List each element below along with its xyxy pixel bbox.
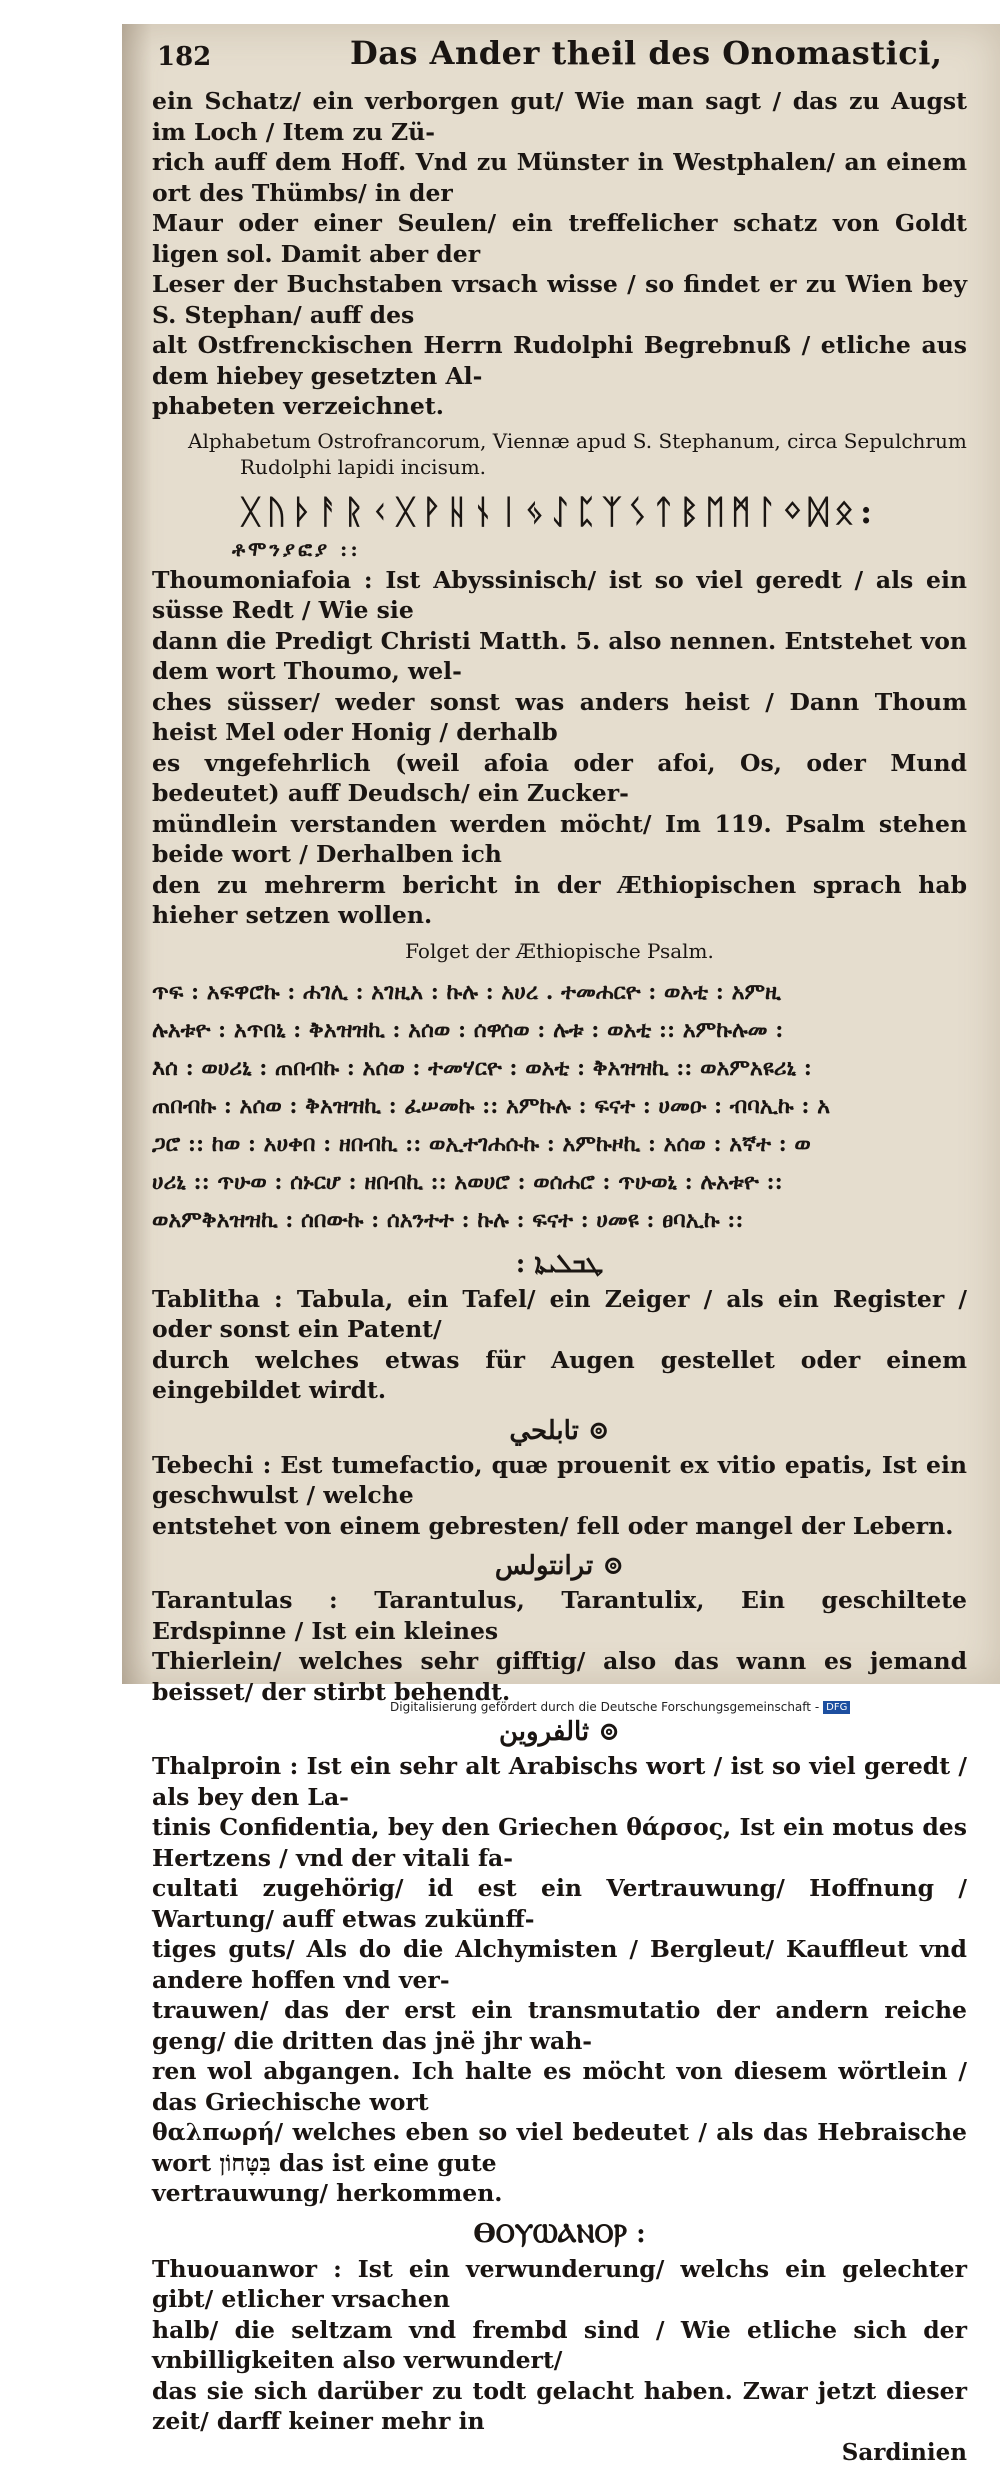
text-line: Tarantulas : Tarantulus, Tarantulix, Ein geschiltete Erdspinne / Ist ein kleines (152, 1586, 967, 1645)
text-line: Thoumoniafoia : Ist Abyssinisch/ ist so viel geredt / als ein süsse Redt / Wie sie (152, 565, 967, 624)
psalm-title: Folget der Æthiopische Psalm. (405, 938, 714, 963)
ostrofrankish-alphabet-row: ᚷᚢᚦᚨᚱᚲᚷᚹᚺᚾᛁᛃᛇᛈᛉᛊᛏᛒᛖᛗᛚᛜᛞᛟ: (240, 491, 879, 531)
text-line: das sie sich darüber zu todt gelacht haben. Zwar jetzt dieser zeit/ darff keiner mehr in (152, 2376, 967, 2435)
text-line: durch welches etwas für Augen gestellet oder einem eingebildet wirdt. (152, 1345, 967, 1404)
text-line: θαλπωρή/ welches eben so viel bedeutet / als das Hebraische wort בִּטָּחוֹן das ist eine gute (152, 2118, 967, 2177)
caption-line: Rudolphi lapidi incisum. (240, 454, 487, 479)
digitization-footer (390, 1700, 850, 1714)
arabic-headword: تابلحي ⊚ (509, 1415, 610, 1446)
page-number: 182 (157, 42, 212, 72)
intro-paragraph (152, 86, 967, 422)
page-content (152, 86, 967, 2466)
ethiopic-psalm (152, 973, 967, 1239)
running-head: Das Ander theil des Onomastici, (350, 34, 943, 72)
psalm-line: ጥፍ : አፍዋሮኩ : ሐገሊ : አገዚአ : ኩሉ : አሀረ . ተመሐርዮ : ወአቲ : አምዚ (152, 978, 781, 1005)
text-line: es vngefehrlich (weil afoia oder afoi, Os, oder Mund bedeutet) auff Deudsch/ ein Zucker- (152, 748, 967, 807)
dfg-logo[interactable]: DFG (823, 1701, 850, 1714)
text-line: ches süsser/ weder sonst was anders heist / Dann Thoum heist Mel oder Honig / derhalb (152, 687, 967, 746)
psalm-line: ጋሮ :: ከወ : አሀቀበ : ዘበብኪ :: ወኢተገሐሱኩ : አምኩዞኪ : አሰወ : አኛተ : ወ (152, 1130, 811, 1157)
entry-tebechi (152, 1450, 967, 1542)
text-line: Thuouanwor : Ist ein verwunderung/ welchs ein gelechter gibt/ etlicher vrsachen (152, 2254, 967, 2313)
text-line: trauwen/ das der erst ein transmutatio der andern reiche geng/ die dritten das jnë jhr wah- (152, 1996, 967, 2055)
text-line: Leser der Buchstaben vrsach wisse / so findet er zu Wien bey S. Stephan/ auff des (152, 270, 967, 329)
text-line: Tebechi : Est tumefactio, quæ prouenit ex vitio epatis, Ist ein geschwulst / welche (152, 1450, 967, 1509)
text-line: tinis Confidentia, bey den Griechen θάρσος, Ist ein motus des Hertzens / vnd der vitali fa- (152, 1813, 967, 1872)
ethiopic-headword: ቶሞንያፎያ :: (232, 536, 361, 561)
psalm-line: ወአምቅአዝዝኪ : ሰበውኩ : ሰአንተተ : ኩሉ : ፍናተ : ሀመዩ : ፀባኢኩ :: (152, 1206, 744, 1233)
psalm-line: ሀሪኒ :: ጥሁወ : ሰኑርሆ : ዘበብኪ :: አወሀሮ : ወሰሐሮ : ጥሁወኒ : ሉአቱዮ :: (152, 1168, 783, 1195)
syriac-headword: : ܛܒܠܝܬܐ (515, 1248, 604, 1279)
text-line: Tablitha : Tabula, ein Tafel/ ein Zeiger / als ein Register / oder sonst ein Patent/ (152, 1284, 967, 1343)
entry-thuouanwor (152, 2254, 967, 2437)
alphabet-caption (152, 428, 967, 480)
entry-thalproin (152, 1751, 967, 2209)
text-line: ren wol abgangen. Ich halte es möcht von diesem wörtlein / das Griechische wort (152, 2057, 967, 2116)
text-line: den zu mehrerm bericht in der Æthiopischen sprach hab hieher setzen wollen. (152, 870, 967, 929)
text-line: mündlein verstanden werden möcht/ Im 119. Psalm stehen beide wort / Derhalben ich (152, 809, 967, 868)
entry-thoumoniafoia (152, 565, 967, 931)
text-line: alt Ostfrenckischen Herrn Rudolphi Begrebnuß / etliche aus dem hiebey gesetzten Al- (152, 331, 967, 390)
footer-text: Digitalisierung gefördert durch die Deutsche Forschungsgemeinschaft - (390, 1700, 820, 1714)
arabic-headword: ترانتولس ⊚ (494, 1551, 625, 1581)
text-line: Thierlein/ welches sehr gifftig/ also das wann es jemand beisset/ der stirbt behendt. (152, 1647, 967, 1706)
text-line: phabeten verzeichnet. (152, 392, 444, 420)
entry-tablitha (152, 1284, 967, 1406)
text-line: cultati zugehörig/ id est ein Vertrauwung/ Hoffnung / Wartung/ auff etwas zukünff- (152, 1874, 967, 1933)
text-line: ein Schatz/ ein verborgen gut/ Wie man sagt / das zu Augst im Loch / Item zu Zü- (152, 87, 967, 146)
psalm-line: ሉአቱዮ : አጥበኒ : ቅአዝዝኪ : አሰወ : ሰዋሰወ : ሉቱ : ወአቲ :: አምኩሉመ : (152, 1016, 784, 1043)
text-line: vertrauwung/ herkommen. (152, 2179, 503, 2207)
text-line: rich auff dem Hoff. Vnd zu Münster in Westphalen/ an einem ort des Thümbs/ in der (152, 148, 967, 207)
arabic-headword: ثالفروين ⊚ (498, 1717, 620, 1747)
text-line: tiges guts/ Als do die Alchymisten / Bergleut/ Kauffleut vnd andere hoffen vnd ver- (152, 1935, 967, 1994)
text-line: halb/ die seltzam vnd frembd sind / Wie etliche sich der vnbilligkeiten also verwundert/ (152, 2315, 967, 2374)
catchword: Sardinien (841, 2438, 967, 2466)
entry-tarantulas (152, 1585, 967, 1707)
caption-line: Alphabetum Ostrofrancorum, Viennæ apud S. Stephanum, circa Sepulchrum (188, 428, 967, 453)
gutter-shadow (122, 24, 152, 1684)
text-line: entstehet von einem gebresten/ fell oder mangel der Lebern. (152, 1511, 954, 1540)
text-line: Maur oder einer Seulen/ ein treffelicher schatz von Goldt ligen sol. Damit aber der (152, 209, 967, 268)
text-line: dann die Predigt Christi Matth. 5. also nennen. Entstehet von dem wort Thoumo, wel- (152, 626, 967, 685)
psalm-line: እሰ : ወሀሪኒ : ጠበብኩ : አሰወ : ተመሃርዮ : ወአቲ : ቅአዝዝኪ :: ወአምአዩሪኒ : (152, 1054, 812, 1081)
coptic-headword: ϴⲞⲨⲰⲀⲚⲞⲢ : (473, 2218, 646, 2249)
text-line: Thalproin : Ist ein sehr alt Arabischs wort / ist so viel geredt / als bey den La- (152, 1752, 967, 1811)
psalm-line: ጠበብኩ : አሰወ : ቅአዝዝኪ : ፈሠመኩ :: አምኩሉ : ፍናተ : ሀመዑ : ብባኢኩ : አ (152, 1092, 830, 1119)
